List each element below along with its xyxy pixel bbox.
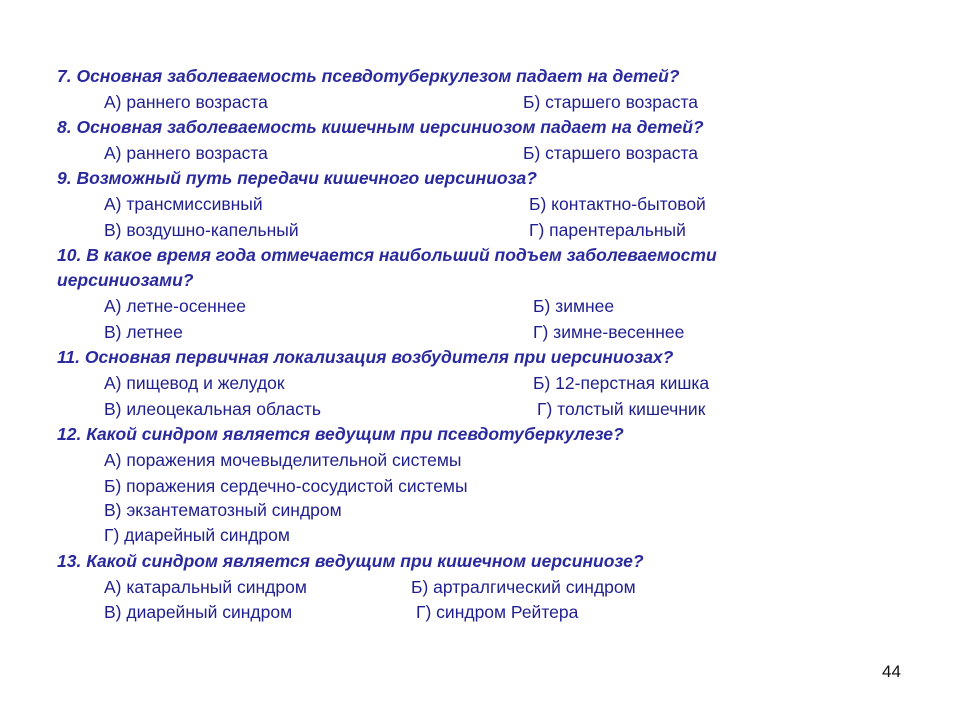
answer-13d: Г) синдром Рейтера	[416, 602, 579, 622]
answer-10b: Б) зимнее	[533, 296, 615, 316]
answer-10a: А) летне-осеннее	[104, 296, 246, 316]
answer-11b: Б) 12-перстная кишка	[533, 373, 710, 393]
answer-7a: А) раннего возраста	[104, 92, 268, 112]
answer-13b: Б) артралгический синдром	[411, 577, 636, 597]
question-9: 9. Возможный путь передачи кишечного иерсиниоза?	[57, 168, 537, 188]
answer-13c: В) диарейный синдром	[104, 602, 293, 622]
question-10-line1: 10. В какое время года отмечается наибольший подъем заболеваемости	[57, 245, 717, 265]
answer-11d: Г) толстый кишечник	[537, 399, 706, 419]
question-10-line2: иерсиниозами?	[57, 270, 194, 290]
question-11: 11. Основная первичная локализация возбудителя при иерсиниозах?	[57, 347, 674, 367]
answer-11c: В) илеоцекальная область	[104, 399, 322, 419]
page-number: 44	[882, 662, 901, 681]
question-13: 13. Какой синдром является ведущим при кишечном иерсиниозе?	[57, 551, 644, 571]
answer-9d: Г) парентеральный	[529, 220, 686, 240]
question-12: 12. Какой синдром является ведущим при псевдотуберкулезе?	[57, 424, 624, 444]
answer-9b: Б) контактно-бытовой	[529, 194, 706, 214]
answer-9c: В) воздушно-капельный	[104, 220, 299, 240]
answer-12b: Б) поражения сердечно-сосудистой системы	[104, 476, 468, 496]
answer-12c: В) экзантематозный синдром	[104, 500, 342, 520]
answer-7b: Б) старшего возраста	[523, 92, 698, 112]
answer-8b: Б) старшего возраста	[523, 143, 698, 163]
question-7: 7. Основная заболеваемость псевдотуберкулезом падает на детей?	[57, 66, 680, 86]
question-8: 8. Основная заболеваемость кишечным иерсиниозом падает на детей?	[57, 117, 704, 137]
answer-10c: В) летнее	[104, 322, 183, 342]
answer-11a: А) пищевод и желудок	[104, 373, 285, 393]
answer-9a: А) трансмиссивный	[104, 194, 263, 214]
answer-8a: А) раннего возраста	[104, 143, 268, 163]
answer-13a: А) катаральный синдром	[104, 577, 307, 597]
answer-10d: Г) зимне-весеннее	[533, 322, 685, 342]
answer-12a: А) поражения мочевыделительной системы	[104, 450, 462, 470]
answer-12d: Г) диарейный синдром	[104, 525, 290, 545]
